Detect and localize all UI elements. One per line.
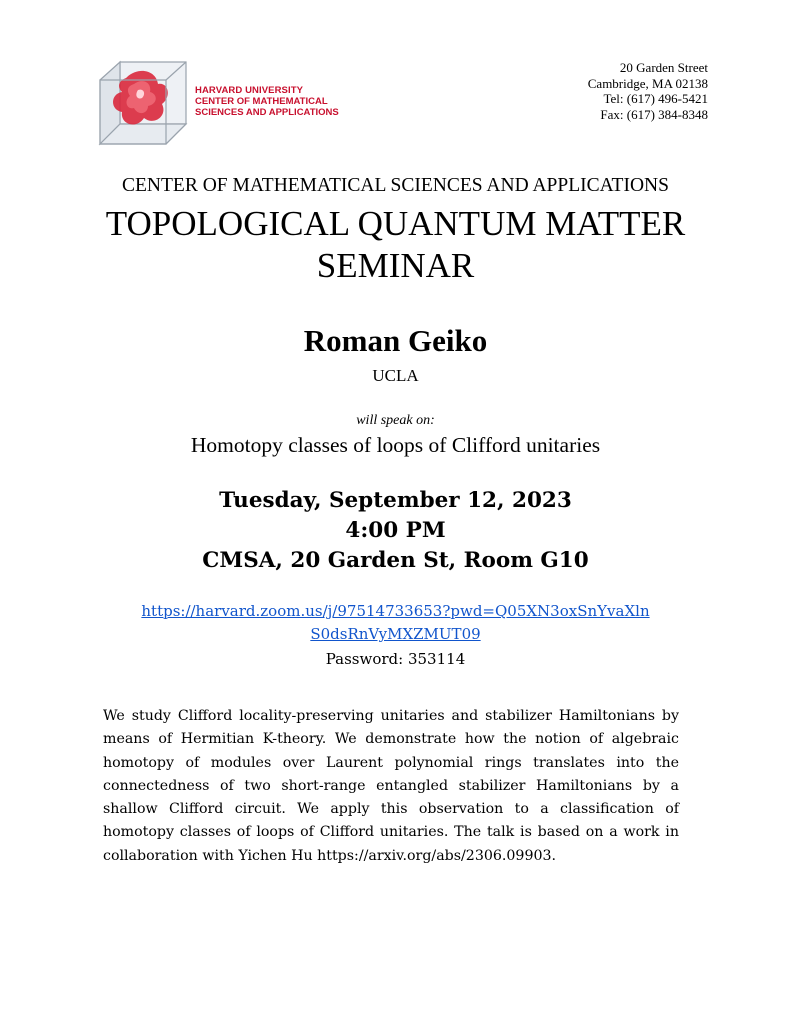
zoom-link[interactable] — [0, 600, 791, 646]
organization-heading: CENTER OF MATHEMATICAL SCIENCES AND APPLICATIONS — [122, 175, 669, 196]
event-location: CMSA, 20 Garden St, Room G10 — [202, 548, 589, 573]
cmsa-logo-icon — [98, 60, 188, 146]
logo-line-sciences: SCIENCES AND APPLICATIONS — [195, 107, 339, 118]
event-date: Tuesday, September 12, 2023 — [219, 488, 572, 513]
address-block — [588, 60, 708, 122]
zoom-password: Password: 353114 — [325, 650, 466, 668]
seminar-title-line2: SEMINAR — [316, 246, 475, 285]
address-city: Cambridge, MA 02138 — [587, 75, 708, 91]
event-time: 4:00 PM — [345, 518, 446, 543]
speaker-name: Roman Geiko — [303, 323, 488, 358]
seminar-title-line1: TOPOLOGICAL QUANTUM MATTER — [105, 204, 686, 243]
logo-line-university: HARVARD UNIVERSITY — [195, 85, 304, 96]
abstract-paragraph: We study Clifford locality-preserving unitaries and stabilizer Hamiltonians by means of Hermitian K-theory. We demonstrate how the notion of algebraic homotopy of modules over Laurent polynomial rings translates into the connectedness of two short-range entangled stabilizer Hamiltonians by a shallow Clifford circuit. We apply this observation to a classification of homotopy classes of loops of Clifford unitaries. The talk is based on a work in collaboration with Yichen Hu https://arxiv.org/abs/2306.09903. — [103, 708, 679, 864]
logo-line-center: CENTER OF MATHEMATICAL — [195, 96, 328, 107]
logo-wordmark — [195, 85, 339, 118]
address-fax: Fax: (617) 384-8348 — [600, 106, 708, 122]
address-tel: Tel: (617) 496-5421 — [603, 91, 708, 106]
zoom-link-line2[interactable]: S0dsRnVyMXZMUT09 — [310, 625, 481, 643]
talk-title: Homotopy classes of loops of Clifford unitaries — [190, 433, 601, 457]
address-street: 20 Garden Street — [619, 60, 708, 75]
speaker-affiliation: UCLA — [372, 366, 419, 385]
zoom-link-line1[interactable]: https://harvard.zoom.us/j/97514733653?pwd=Q05XN3oxSnYvaXln — [141, 602, 650, 620]
talk-intro: will speak on: — [356, 413, 435, 428]
seminar-title — [0, 203, 791, 287]
